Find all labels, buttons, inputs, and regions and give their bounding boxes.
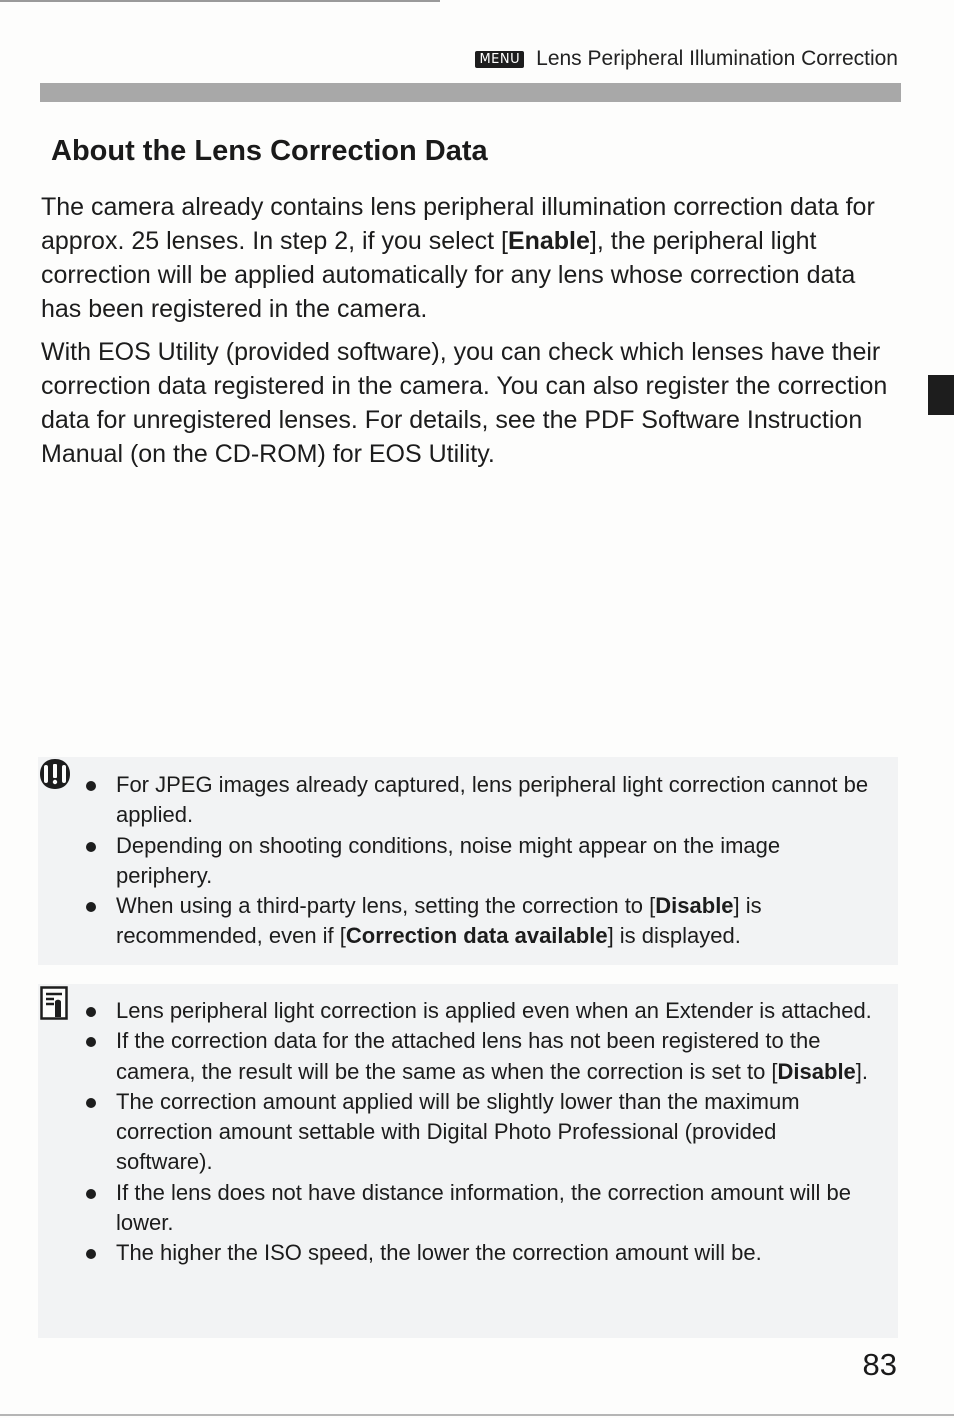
memo-icon <box>40 986 68 1020</box>
memo-item-5 <box>116 1238 878 1268</box>
memo-item-4 <box>116 1178 878 1239</box>
caution-box <box>38 757 898 965</box>
running-header-title: Lens Peripheral Illumination Correction <box>536 47 898 70</box>
chapter-tab-marker <box>928 375 954 415</box>
caution-item-3 <box>116 891 878 952</box>
memo-item-3-text: The correction amount applied will be slightly lower than the maximum correction amount settable with Digital Photo Professional (provided software). <box>116 1088 800 1175</box>
caution-item-1-text: For JPEG images already captured, lens peripheral light correction cannot be applied. <box>116 772 869 828</box>
menu-badge: MENU <box>475 51 524 68</box>
section-heading: About the Lens Correction Data <box>51 135 488 167</box>
header-bar <box>40 83 901 102</box>
memo-item-1-text: Lens peripheral light correction is applied even when an Extender is attached. <box>116 998 872 1023</box>
bullet-icon <box>86 781 96 791</box>
memo-item-2-after: ]. <box>855 1058 869 1084</box>
caution-item-2 <box>116 831 878 892</box>
memo-item-3 <box>116 1087 878 1178</box>
memo-item-1 <box>116 996 878 1026</box>
memo-item-5-text: The higher the ISO speed, the lower the correction amount will be. <box>116 1240 762 1266</box>
running-header <box>475 47 898 71</box>
bullet-icon <box>86 842 96 852</box>
caution-item-2-text: Depending on shooting conditions, noise might appear on the image periphery. <box>116 832 781 888</box>
memo-item-2 <box>116 1026 878 1087</box>
bottom-rule <box>0 1414 954 1416</box>
caution-icon <box>38 757 72 791</box>
bullet-icon <box>86 1098 96 1108</box>
caution-item-3-bold-correction: Correction data available <box>345 923 608 949</box>
body-paragraph-2: With EOS Utility (provided software), you can check which lenses have their correction data registered in the camera. You can also register the correction data for unregistered lenses. For details, see the PDF Software Instruction Manual (on the CD-ROM) for EOS Utility. <box>41 338 888 468</box>
memo-item-2-bold-disable: Disable <box>777 1058 856 1084</box>
bullet-icon <box>86 1189 96 1199</box>
caution-item-3-before: When using a third-party lens, setting the correction to [ <box>116 893 656 919</box>
page-number: 83 <box>862 1347 897 1382</box>
para1-text-after: ], the peripheral light correction will be applied automatically for any lens whose correction data has been registered in the camera. <box>41 227 856 323</box>
caution-list <box>116 770 878 952</box>
para1-text-before: The camera already contains lens peripheral illumination correction data for approx. 25 lenses. In step 2, if you select [ <box>41 193 875 255</box>
caution-item-1 <box>116 770 878 831</box>
caution-item-3-after: ] is displayed. <box>607 923 741 949</box>
memo-list <box>116 996 878 1269</box>
bullet-icon <box>86 1007 96 1017</box>
bullet-icon <box>86 1249 96 1259</box>
caution-item-3-middle: ] is recommended, even if [ <box>116 893 762 949</box>
memo-item-2-before: If the correction data for the attached lens has not been registered to the camera, the result will be the same as when the correction is set to [ <box>116 1028 821 1084</box>
body-paragraph-1 <box>41 190 901 326</box>
memo-box <box>38 984 898 1338</box>
para1-bold-enable: Enable <box>507 227 590 255</box>
top-rule <box>0 0 440 2</box>
bullet-icon <box>86 1037 96 1047</box>
caution-item-3-bold-disable: Disable <box>655 893 734 919</box>
bullet-icon <box>86 902 96 912</box>
memo-item-4-text: If the lens does not have distance information, the correction amount will be lower. <box>116 1179 851 1236</box>
